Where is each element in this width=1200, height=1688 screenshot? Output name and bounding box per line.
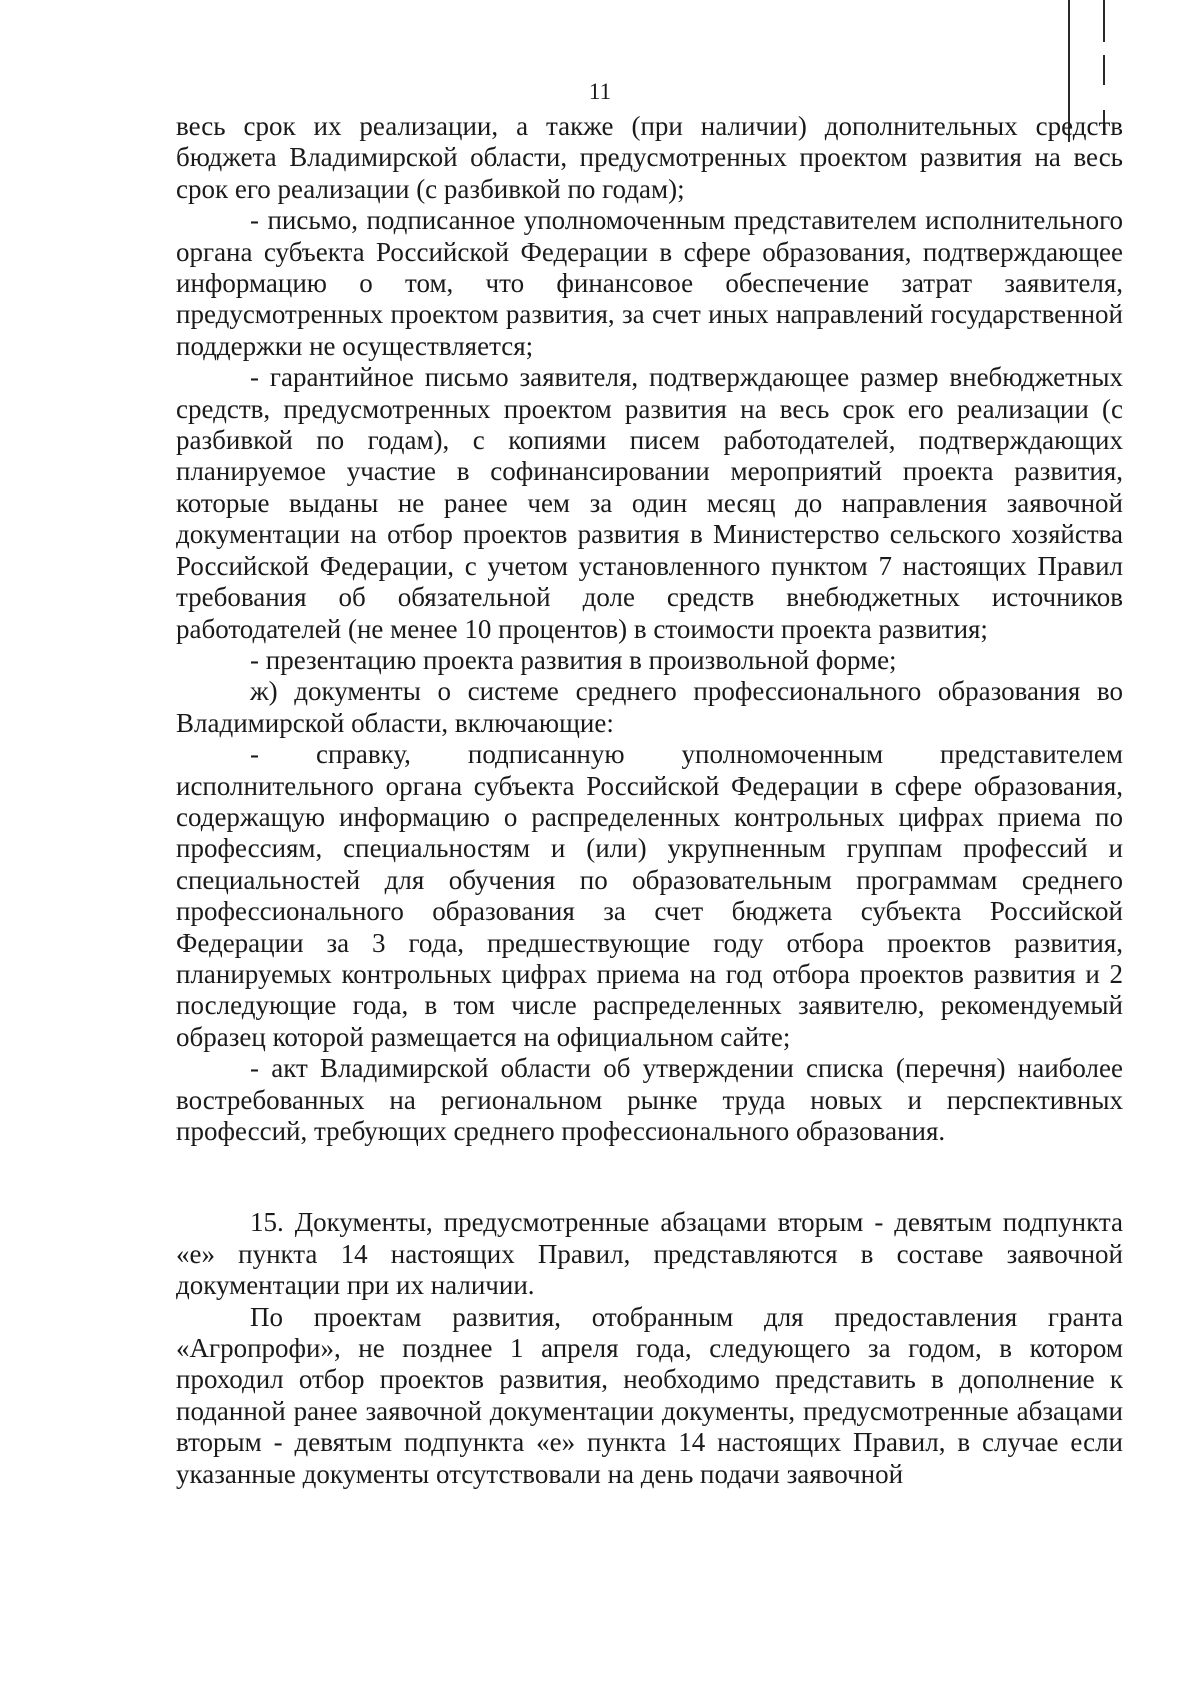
paragraph-agroprofi: По проектам развития, отобранным для предоставления гранта «Агропрофи», не позднее 1 апреля года, следующего за годом, в котором проходил отбор проектов развития, необходимо представить в дополнение к поданной ранее заявочной документации документы, предусмотренные абзацами вторым - девятым подпункта «е» пункта 14 настоящих Правил, в случае если указанные документы отсутствовали на день подачи заявочной — [176, 1301, 1123, 1489]
paragraph-continuation: весь срок их реализации, а также (при наличии) дополнительных средств бюджета Владимирской области, предусмотренных проектом развития на весь срок его реализации (с разбивкой по годам); — [176, 111, 1123, 204]
list-item-presentation: - презентацию проекта развития в произвольной форме; — [250, 644, 897, 675]
list-item-regional-act: - акт Владимирской области об утверждении списка (перечня) наиболее востребованных на региональном рынке труда новых и перспективных профессий, требующих среднего профессионального образования. — [176, 1053, 1123, 1146]
list-item-guarantee-letter: - гарантийное письмо заявителя, подтверждающее размер внебюджетных средств, предусмотренных проектом развития на весь срок его реализации (с разбивкой по годам), с копиями писем работодателей, подтверждающих планируемое участие в софинансировании мероприятий проекта развития, которые выданы не ранее чем за один месяц до направления заявочной документации на отбор проектов развития в Министерство сельского хозяйства Российской Федерации, с учетом установленного пунктом 7 настоящих Правил требования об обязательной доле средств внебюджетных источников работодателей (не менее 10 процентов) в стоимости проекта развития; — [176, 362, 1123, 644]
subclause-zh: ж) документы о системе среднего профессионального образования во Владимирской области, включающие: — [176, 676, 1123, 738]
page-number: 11 — [588, 79, 612, 104]
list-item-certificate: - справку, подписанную уполномоченным представителем исполнительного органа субъекта Российской Федерации в сфере образования, содержащую информацию о распределенных контрольных цифрах приема по профессиям, специальностям и (или) укрупненным группам профессий и специальностей для обучения по образовательным программам среднего профессионального образования за счет бюджета субъекта Российской Федерации за 3 года, предшествующие году отбора проектов развития, планируемых контрольных цифрах приема на год отбора проектов развития и 2 последующие года, в том числе распределенных заявителю, рекомендуемый образец которой размещается на официальном сайте; — [176, 739, 1123, 1052]
section-gap — [176, 1147, 1123, 1207]
scan-edge-mark — [1103, 0, 1105, 42]
clause-15: 15. Документы, предусмотренные абзацами вторым - девятым подпункта «е» пункта 14 настоящих Правил, представляются в составе заявочной документации при их наличии. — [176, 1207, 1123, 1301]
list-item-letter-education-authority: - письмо, подписанное уполномоченным представителем исполнительного органа субъекта Российской Федерации в сфере образования, подтверждающее информацию о том, что финансовое обеспечение затрат заявителя, предусмотренных проектом развития, за счет иных направлений государственной поддержки не осуществляется; — [176, 205, 1123, 361]
document-body — [176, 111, 1123, 1490]
